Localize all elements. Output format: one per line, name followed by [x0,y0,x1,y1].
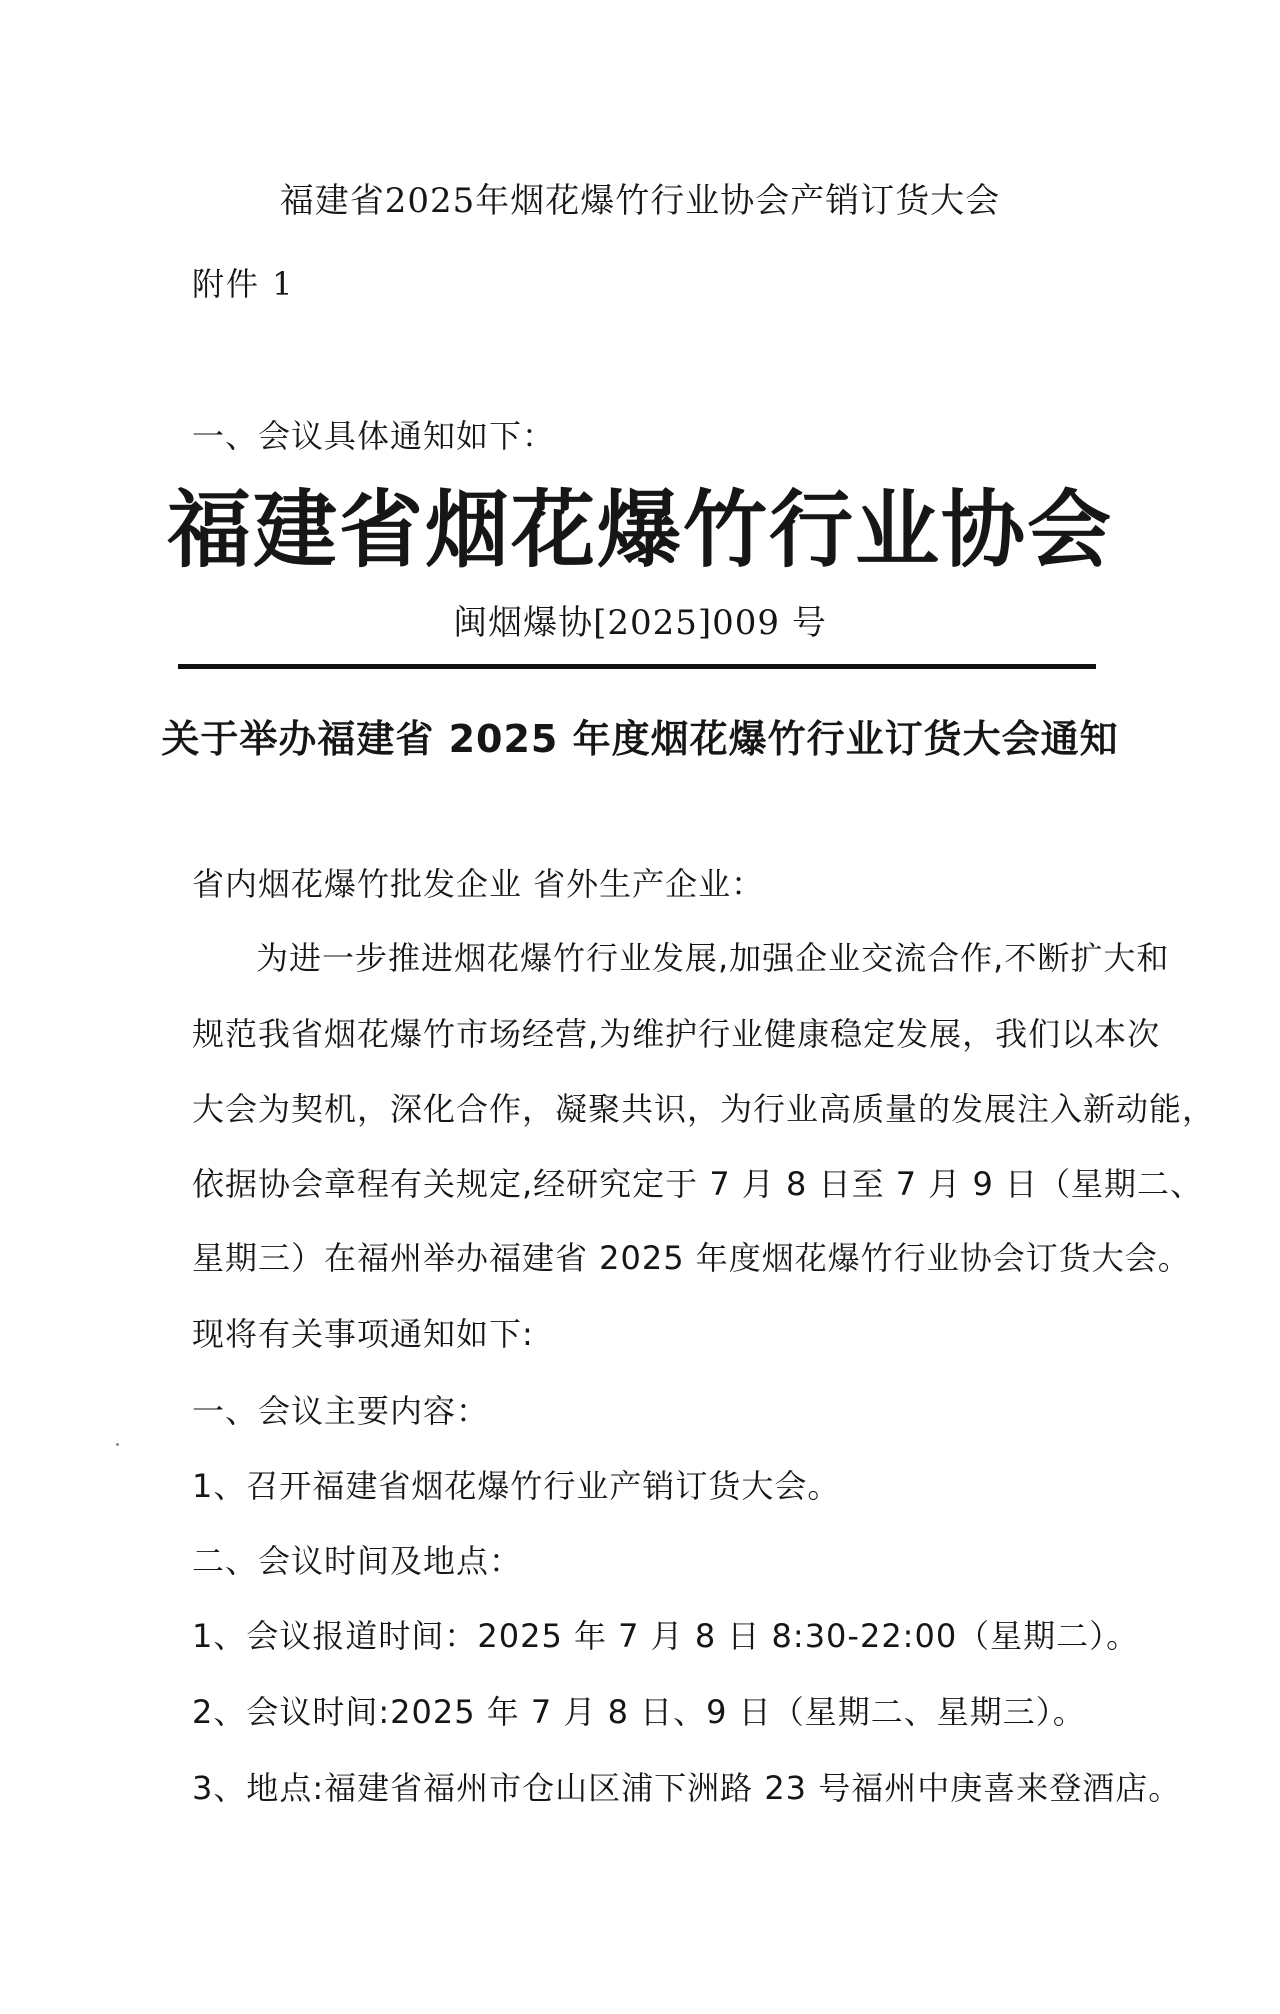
paragraph-line: 依据协会章程有关规定,经研究定于 7 月 8 日至 7 月 9 日（星期二、 [192,1165,1203,1203]
letterhead-org-name: 福建省烟花爆竹行业协会 [166,481,1113,579]
paragraph-line: 大会为契机，深化合作，凝聚共识，为行业高质量的发展注入新动能， [192,1090,1216,1128]
scan-speck [116,1443,119,1446]
notice-title: 关于举办福建省 2025 年度烟花爆竹行业订货大会通知 [161,717,1119,761]
paragraph-line: 星期三）在福州举办福建省 2025 年度烟花爆竹行业协会订货大会。 [192,1239,1191,1277]
paragraph-line: 规范我省烟花爆竹市场经营,为维护行业健康稳定发展，我们以本次 [192,1015,1161,1053]
section-heading-content: 一、会议主要内容： [192,1392,490,1430]
list-item: 2、会议时间:2025 年 7 月 8 日、9 日（星期二、星期三）。 [192,1693,1086,1731]
list-item: 1、会议报道时间：2025 年 7 月 8 日 8:30-22:00（星期二）。 [192,1617,1140,1655]
header-title: 福建省2025年烟花爆竹行业协会产销订货大会 [279,181,1001,221]
list-item: 3、地点:福建省福州市仓山区浦下洲路 23 号福州中庚喜来登酒店。 [192,1769,1182,1807]
section-heading-time-place: 二、会议时间及地点： [192,1542,523,1580]
section-intro: 一、会议具体通知如下： [192,417,556,455]
paragraph-line: 现将有关事项通知如下: [192,1315,534,1353]
paragraph-line: 为进一步推进烟花爆竹行业发展,加强企业交流合作,不断扩大和 [256,939,1170,977]
recipients-line: 省内烟花爆竹批发企业 省外生产企业： [192,865,765,903]
letterhead-divider [178,664,1096,669]
attachment-label: 附件 1 [192,265,295,303]
document-number: 闽烟爆协[2025]009 号 [453,603,827,643]
list-item: 1、召开福建省烟花爆竹行业产销订货大会。 [192,1467,841,1505]
